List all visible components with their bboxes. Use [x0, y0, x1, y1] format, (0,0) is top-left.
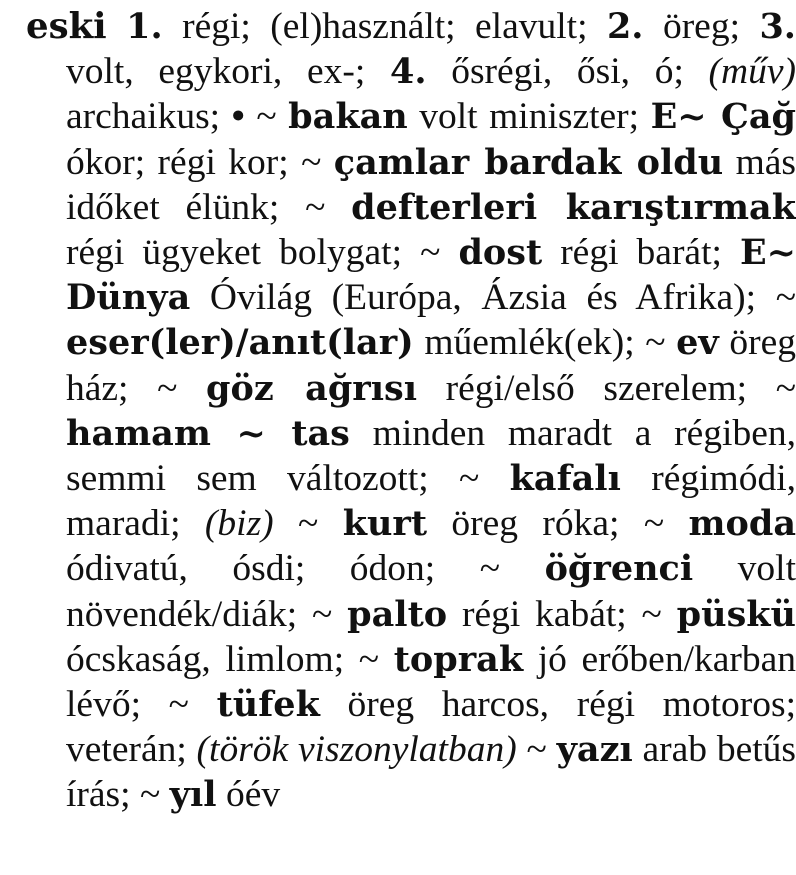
- phrase-text: régi kabát;: [447, 593, 642, 635]
- phrase-prefix: ~: [775, 367, 796, 409]
- phrase-keyword: defterleri karıştırmak: [351, 186, 796, 228]
- phrase-prefix: ~: [168, 684, 217, 726]
- sense-4-text-b: archaikus;: [66, 96, 232, 138]
- phrase-keyword: kurt: [342, 503, 428, 545]
- phrase-text: régimódi, maradi;: [66, 458, 796, 545]
- phrase-text: volt növendék/diák;: [66, 548, 796, 635]
- phrase-text: Óvilág (Európa, Ázsia és Afrika);: [190, 277, 776, 319]
- sense-3-text: volt, egykori, ex-;: [66, 51, 390, 93]
- phrase-prefix: ~: [526, 729, 557, 771]
- phrase-text: öreg ház;: [66, 322, 796, 409]
- phrase-prefix: ~: [305, 186, 352, 228]
- phrase-bullet: •: [231, 96, 245, 138]
- sense-number-1: 1.: [126, 6, 163, 47]
- phrase-text: ódivatú, ósdi; ódon;: [66, 548, 480, 590]
- phrase-text: régi ügyeket bolygat;: [66, 232, 421, 274]
- usage-label-biz: (biz): [204, 503, 274, 545]
- phrase-keyword: yıl: [169, 774, 217, 816]
- phrase-keyword: çamlar bardak oldu: [333, 141, 724, 183]
- phrase-prefix: ~: [479, 548, 545, 590]
- phrase-text: más időket élünk;: [66, 141, 796, 228]
- phrase-prefix: ~: [298, 503, 343, 545]
- sense-4-text: ősrégi, ősi, ó;: [426, 51, 709, 93]
- dictionary-entry: [26, 4, 796, 818]
- sense-number-3: 3.: [759, 6, 796, 47]
- phrase-prefix: ~: [643, 503, 689, 545]
- phrase-prefix: ~: [139, 774, 170, 816]
- phrase-keyword: püskü: [676, 593, 796, 635]
- phrase-text: öreg harcos, régi motoros; veterán;: [66, 684, 796, 771]
- sense-number-4: 4.: [389, 51, 427, 93]
- phrase-keyword: göz ağrısı: [206, 367, 418, 409]
- phrase-prefix: ~: [420, 232, 459, 274]
- phrase-keyword: moda: [688, 503, 796, 545]
- phrase-keyword: toprak: [393, 638, 524, 680]
- phrase-text: régi/első szerelem;: [417, 367, 776, 409]
- phrase-keyword: yazı: [556, 729, 633, 771]
- sense-number-2: 2.: [606, 6, 644, 47]
- phrase-prefix: ~: [358, 638, 394, 680]
- phrase-text: arab betűs írás;: [66, 729, 796, 816]
- phrase-prefix: ~: [775, 277, 796, 319]
- headword: eski: [26, 6, 107, 47]
- phrase-text: volt miniszter;: [407, 96, 651, 138]
- phrase-text: minden maradt a régiben, semmi sem változott;: [66, 412, 796, 500]
- phrase-prefix: ~: [459, 458, 510, 500]
- sense-1-text: régi; (el)használt; elavult;: [162, 6, 607, 47]
- phrase-prefix: ~: [301, 141, 334, 183]
- phrase-keyword: dost: [458, 232, 543, 274]
- phrase-prefix: ~: [641, 593, 677, 635]
- phrase-text: öreg róka;: [427, 503, 644, 545]
- phrase-keyword: palto: [347, 593, 448, 635]
- phrase-keyword: eser(ler)/anıt(lar): [66, 322, 414, 364]
- sense-2-text: öreg;: [643, 6, 760, 47]
- phrase-text: régi barát;: [542, 232, 740, 274]
- phrase-text: óév: [216, 774, 281, 816]
- phrase-keyword: bakan: [288, 96, 408, 138]
- usage-label-torok: (török viszonylatban): [196, 729, 517, 771]
- phrase-prefix: ~: [645, 322, 677, 364]
- phrase-text: jó erőben/karban lévő;: [66, 638, 796, 726]
- phrase-keyword: hamam ~ tas: [66, 412, 350, 454]
- phrase-keyword: E~ Çağ: [650, 96, 796, 138]
- phrase-keyword: öğrenci: [544, 548, 694, 590]
- phrase-keyword: kafalı: [509, 458, 621, 500]
- phrase-keyword: E~ Dünya: [66, 232, 796, 319]
- phrase-prefix: ~: [312, 593, 348, 635]
- phrase-text: ókor; régi kor;: [66, 141, 302, 183]
- usage-label-muv: (műv): [708, 51, 796, 93]
- phrase-prefix: ~: [244, 96, 289, 138]
- phrase-text: műemlék(ek);: [413, 322, 646, 364]
- phrase-text: ócskaság, limlom;: [66, 638, 359, 680]
- phrase-keyword: ev: [676, 322, 719, 364]
- phrase-prefix: ~: [157, 367, 207, 409]
- phrase-keyword: tüfek: [216, 684, 320, 726]
